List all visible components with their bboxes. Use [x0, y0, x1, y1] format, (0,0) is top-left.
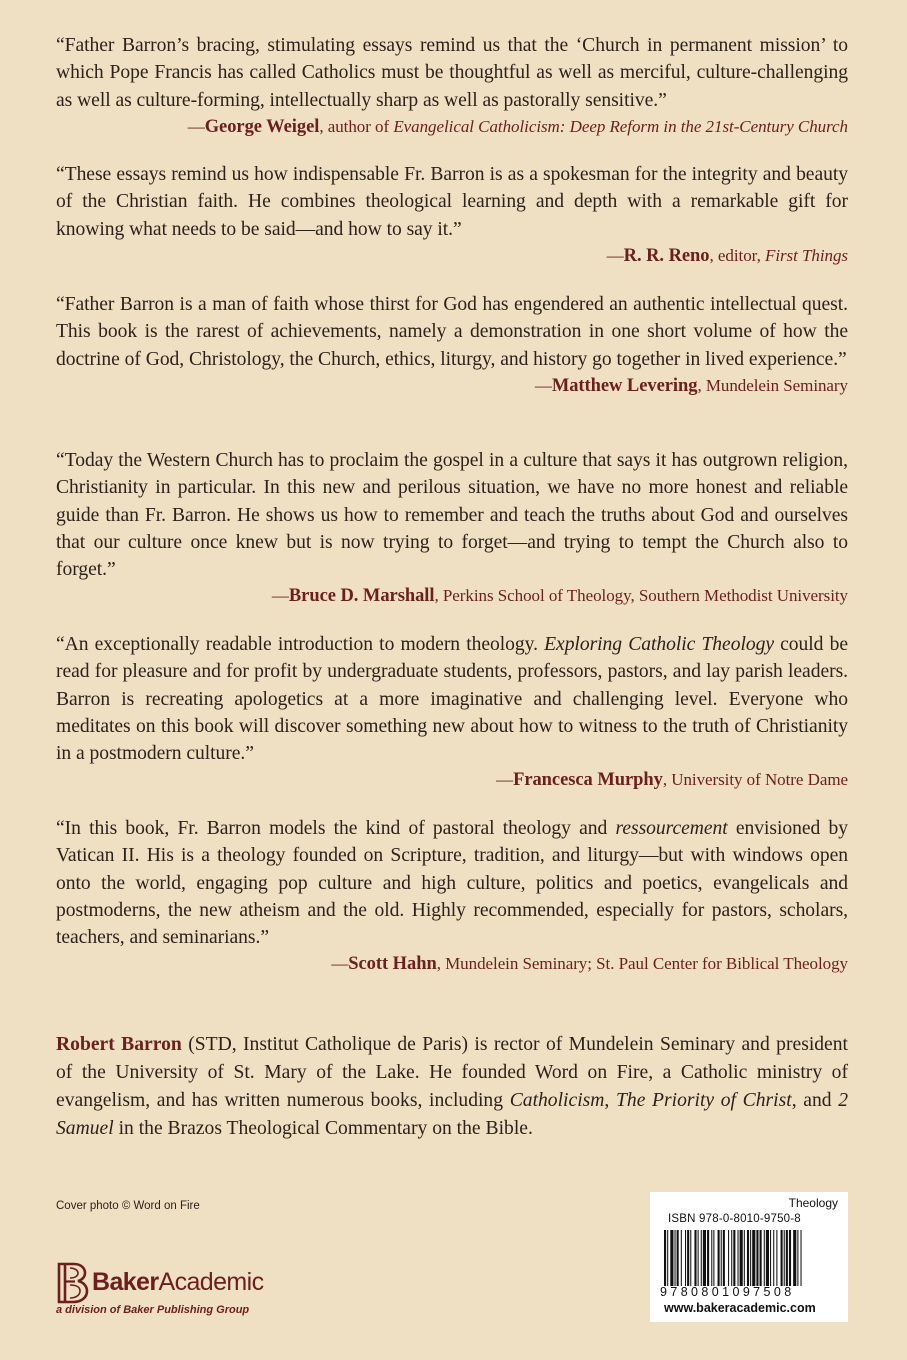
barcode-bar: [707, 1230, 709, 1286]
blurb-murphy: [56, 631, 848, 792]
barcode-bar: [752, 1230, 755, 1286]
blurb-attribution: —George Weigel, author of Evangelical Catholicism: Deep Reform in the 21st-Century Church: [187, 116, 848, 137]
blurb-attribution: —R. R. Reno, editor, First Things: [606, 245, 848, 266]
barcode-panel: [650, 1192, 848, 1322]
endorser-name: R. R. Reno: [623, 245, 710, 266]
barcode-bar: [711, 1230, 712, 1286]
barcode-bar: [694, 1230, 696, 1286]
blurb-levering: [56, 291, 848, 398]
blurb-attribution: —Francesca Murphy, University of Notre Dame: [496, 770, 848, 791]
barcode-bar: [784, 1230, 785, 1286]
barcode-bar: [687, 1230, 689, 1286]
barcode-digits: 9780801097508: [660, 1285, 795, 1299]
blurb-quote: “Today the Western Church has to proclaim the gospel in a culture that says it has outgrown religion, Christianity in particular. In this new and perilous situation, we have no more honest and reliable guide than Fr. Barron. He shows us how to remember and teach the truths about God and ourselves that our culture once knew but is now trying to forget—and trying to tempt the Church also to forget.”: [56, 450, 848, 581]
barcode-bar: [756, 1230, 758, 1286]
barcode-bar: [789, 1230, 791, 1286]
barcode-bar: [690, 1230, 691, 1286]
barcode-bar: [760, 1230, 762, 1286]
barcode-bar: [718, 1230, 720, 1286]
barcode-bar: [801, 1230, 802, 1286]
blurb-quote: “In this book, Fr. Barron models the kind of pastoral theology and ressourcement envisioned by Vatican II. His is a theology founded on Scripture, tradition, and liturgy—but with windows open onto the world, engaging pop culture and high culture, politics and poetics, evangelicals and postmoderns, the new atheism and the old. Highly recommended, especially for pastors, scholars, teachers, and seminarians.”: [56, 818, 848, 949]
barcode-bar: [740, 1230, 743, 1286]
barcode-bar: [703, 1230, 706, 1286]
barcode-bar: [738, 1230, 739, 1286]
barcode-bar: [721, 1230, 722, 1286]
blurb-reno: [56, 161, 848, 268]
barcode-bar: [773, 1230, 774, 1286]
barcode-bar: [750, 1230, 751, 1286]
barcode-bar: [747, 1230, 749, 1286]
barcode-bar: [670, 1230, 673, 1286]
endorser-name: Francesca Murphy: [513, 770, 663, 791]
barcode-bar: [701, 1230, 702, 1286]
blurb-attribution: —Scott Hahn, Mundelein Seminary; St. Paul Center for Biblical Theology: [331, 954, 848, 975]
barcode-bar: [797, 1230, 798, 1286]
barcode-bar: [786, 1230, 788, 1286]
baker-b-mark-icon: [56, 1262, 90, 1304]
barcode-bar: [731, 1230, 732, 1286]
barcode-bar: [685, 1230, 686, 1286]
blurb-quote: “Father Barron’s bracing, stimulating essays remind us that the ‘Church in permanent mission’ to which Pope Francis has called Catholics must be thoughtful as well as merciful, culture-challenging as well as culture-forming, intellectually sharp as well as pastorally sensitive.”: [56, 35, 848, 111]
barcode-bar: [664, 1230, 666, 1286]
author-name: Robert Barron: [56, 1034, 182, 1055]
barcode-bars: [664, 1230, 836, 1286]
blurb-quote: “These essays remind us how indispensable Fr. Barron is as a spokesman for the integrity and beauty of the Christian faith. He combines theological learning and depth with a remarkable gift for knowing what needs to be said—and how to say it.”: [56, 164, 848, 240]
barcode-bar: [713, 1230, 714, 1286]
barcode-bar: [770, 1230, 771, 1286]
endorser-name: Scott Hahn: [348, 954, 437, 975]
publisher-tagline: a division of Baker Publishing Group: [56, 1304, 250, 1316]
barcode-bar: [744, 1230, 745, 1286]
endorser-name: Matthew Levering: [551, 375, 698, 396]
barcode-bar: [776, 1230, 777, 1286]
blurb-hahn: [56, 815, 848, 976]
barcode-bar: [733, 1230, 735, 1286]
blurb-weigel: [56, 32, 848, 139]
publisher-name: BakerAcademic: [92, 1268, 264, 1296]
cover-photo-credit: Cover photo © Word on Fire: [56, 1200, 200, 1212]
barcode-bar: [728, 1230, 729, 1286]
blurb-quote: “Father Barron is a man of faith whose thirst for God has engendered an authentic intellectual quest. This book is the rarest of achievements, namely a demonstration in one short volume of how the doctrine of God, Christology, the Church, ethics, liturgy, and history go together in lived experience.”: [56, 294, 848, 370]
endorser-name: George Weigel: [204, 116, 320, 137]
blurb-quote: “An exceptionally readable introduction to modern theology. Exploring Catholic Theology could be read for pleasure and for profit by undergraduate students, professors, pastors, and lay parish leaders. Barron is recreating apologetics at a more imaginative and challenging level. Everyone who meditates on this book will discover something new about how to witness to the truth of Christianity in a postmodern culture.”: [56, 634, 848, 765]
blurb-attribution: —Matthew Levering, Mundelein Seminary: [534, 375, 848, 396]
barcode-bar: [766, 1230, 769, 1286]
barcode-bar: [764, 1230, 765, 1286]
barcode-bar: [681, 1230, 682, 1286]
barcode-bar: [698, 1230, 699, 1286]
barcode-bar: [677, 1230, 679, 1286]
blurb-marshall: [56, 447, 848, 608]
barcode-bar: [781, 1230, 783, 1286]
barcode-bar: [793, 1230, 796, 1286]
barcode-bar: [675, 1230, 676, 1286]
publisher-url: www.bakeracademic.com: [664, 1301, 816, 1315]
endorser-name: Bruce D. Marshall: [288, 586, 435, 607]
barcode-bar: [667, 1230, 668, 1286]
author-bio: Robert Barron (STD, Institut Catholique de Paris) is rector of Mundelein Seminary and president of the University of St. Mary of the Lake. He founded Word on Fire, a Catholic ministry of evangelism, and has written numerous books, including Catholicism, The Priority of Christ, and 2 Samuel in the Brazos Theological Commentary on the Bible.: [56, 1034, 849, 1139]
barcode-bar: [723, 1230, 725, 1286]
blurb-attribution: —Bruce D. Marshall, Perkins School of Theology, Southern Methodist University: [271, 586, 848, 607]
isbn-text: ISBN 978-0-8010-9750-8: [668, 1213, 801, 1225]
book-category: Theology: [788, 1196, 838, 1210]
publisher-logo: [56, 1262, 316, 1322]
